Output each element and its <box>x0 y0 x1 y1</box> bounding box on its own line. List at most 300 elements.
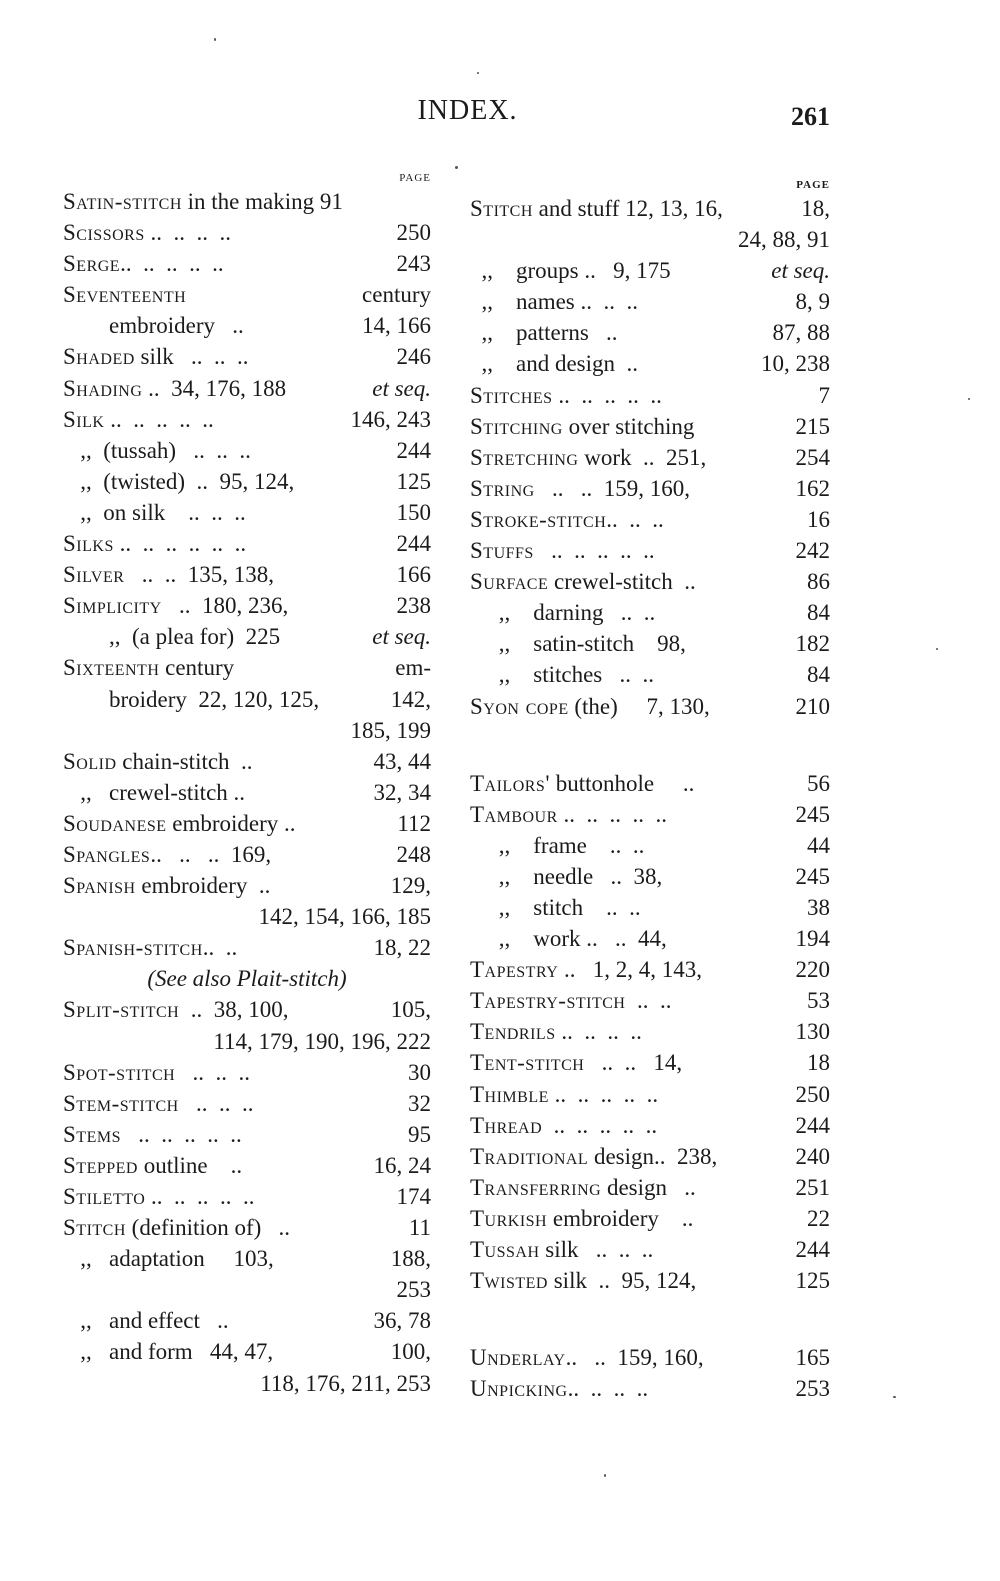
entry-text <box>63 1057 250 1088</box>
entry-heading: Twisted <box>470 1268 548 1294</box>
page-refs: 16, 24 <box>373 1152 431 1178</box>
page-refs: 30 <box>408 1059 431 1085</box>
entry-text <box>470 597 655 628</box>
entry-subtext: (the) 7, 130, <box>568 693 710 719</box>
index-entry <box>63 1243 431 1274</box>
entry-subtext: design .. <box>601 1174 696 1200</box>
page-refs: 105, <box>390 997 431 1023</box>
entry-heading: Stems <box>63 1121 121 1147</box>
entry-text <box>63 932 237 963</box>
index-entry <box>63 559 431 590</box>
entry-text <box>63 1119 242 1150</box>
entry-subtext: .. .. .. .. .. <box>120 251 224 277</box>
index-entry <box>63 1119 431 1150</box>
entry-heading: Tent-stitch <box>470 1050 585 1076</box>
spacer <box>657 1110 795 1141</box>
section-gap <box>470 722 830 768</box>
entry-text <box>470 659 654 690</box>
spacer <box>251 435 397 466</box>
index-entry <box>63 1150 431 1181</box>
entry-text <box>470 861 662 892</box>
spacer <box>319 684 391 715</box>
entry-subtext: silk .. 95, 124, <box>547 1268 697 1294</box>
page-column-label: PAGE <box>399 172 431 184</box>
index-entry <box>470 768 830 799</box>
entry-text <box>63 559 274 590</box>
page-refs: 84 <box>807 662 830 688</box>
spacer <box>343 186 431 217</box>
index-entry <box>63 621 431 652</box>
entry-heading: Stem-stitch <box>63 1090 179 1116</box>
entry-subtext: ,, names .. .. .. <box>470 289 639 315</box>
spacer <box>690 473 796 504</box>
spacer <box>274 559 397 590</box>
entry-heading: Stretching <box>470 444 579 470</box>
entry-subtext: .. .. <box>625 988 672 1014</box>
page-column-label: PAGE <box>796 179 830 191</box>
entry-heading: Stitch <box>470 196 533 221</box>
entry-text <box>470 348 638 379</box>
entry-heading: Surface <box>470 569 549 595</box>
entry-subtext: ,, and effect .. <box>63 1308 229 1334</box>
entry-text <box>63 217 231 248</box>
page-refs: 84 <box>807 600 830 626</box>
index-entry <box>63 279 431 310</box>
page-refs: 245 <box>795 801 830 827</box>
entry-subtext: .. .. .. .. .. <box>542 1112 658 1138</box>
entry-heading: Stepped <box>63 1152 138 1178</box>
entry-heading: Spanish-stitch <box>63 935 203 961</box>
entry-heading: String <box>470 475 535 501</box>
page-refs: 95 <box>408 1121 431 1147</box>
index-entry <box>470 799 830 830</box>
spacer <box>271 839 396 870</box>
page-refs: 246 <box>396 344 431 370</box>
spacer <box>655 535 796 566</box>
entry-text <box>63 1243 274 1274</box>
entry-text <box>63 186 343 217</box>
entry-text <box>470 1079 658 1110</box>
spacer <box>274 1243 391 1274</box>
entry-subtext: ,, darning .. .. <box>470 600 656 626</box>
entry-subtext: chain-stitch .. <box>116 748 253 774</box>
entry-subtext: .. .. .. <box>175 1059 250 1085</box>
spacer <box>253 746 374 777</box>
page-refs: 56 <box>807 770 830 796</box>
index-entry <box>470 193 830 224</box>
spacer <box>224 248 397 279</box>
index-entry <box>470 1141 830 1172</box>
entry-subtext: ,, (tussah) .. .. .. <box>63 437 251 463</box>
entry-text <box>63 341 249 372</box>
index-entry <box>470 255 830 286</box>
entry-heading: Tailors' <box>470 770 550 796</box>
spacer <box>294 466 396 497</box>
entry-subtext: ,, and form 44, 47, <box>63 1339 274 1365</box>
page-refs: 166 <box>396 562 431 588</box>
entry-heading: Thimble <box>470 1081 549 1107</box>
entry-subtext: and stuff 12, 13, 16, <box>532 196 723 221</box>
entry-text <box>470 1203 693 1234</box>
entry-subtext: .. .. .. 169, <box>150 841 272 867</box>
spacer <box>662 380 819 411</box>
page-title: INDEX. <box>417 95 518 126</box>
entry-subtext: design.. 238, <box>588 1143 718 1169</box>
spacer <box>214 404 351 435</box>
entry-text <box>63 808 296 839</box>
entry-text <box>470 255 676 286</box>
entry-subtext: crewel-stitch .. <box>548 569 696 595</box>
entry-heading: Stitching <box>470 413 563 439</box>
page-refs: 182 <box>795 631 830 657</box>
spacer <box>667 923 796 954</box>
entry-text <box>470 1373 648 1404</box>
entry-heading: Split-stitch <box>63 997 180 1023</box>
entry-text <box>470 1016 642 1047</box>
entry-heading: Serge <box>63 251 121 277</box>
spacer <box>288 590 396 621</box>
spacer <box>229 1305 374 1336</box>
page-refs: century <box>362 282 431 308</box>
page-refs: 253 <box>396 1277 431 1303</box>
index-entry <box>63 528 431 559</box>
index-entry <box>63 404 431 435</box>
index-entry <box>63 870 431 901</box>
page-refs: 14, 166 <box>362 313 431 339</box>
entry-heading: Underlay <box>470 1345 566 1371</box>
page-refs: 32, 34 <box>373 779 431 805</box>
spacer <box>702 954 795 985</box>
index-entry <box>63 1181 431 1212</box>
entry-subtext: silk .. .. .. <box>134 344 249 370</box>
index-entry <box>470 1234 830 1265</box>
page-refs: 142, <box>390 686 431 712</box>
entry-text <box>63 994 288 1025</box>
spacer <box>638 286 795 317</box>
page-refs: 254 <box>795 444 830 470</box>
page-refs: 10, 238 <box>761 351 830 377</box>
entry-text <box>63 777 245 808</box>
scan-speck <box>455 166 458 169</box>
page-refs: 36, 78 <box>373 1308 431 1334</box>
entry-subtext: ,, needle .. 38, <box>470 863 663 889</box>
index-entry <box>470 380 830 411</box>
spacer <box>253 1088 408 1119</box>
page-refs: 130 <box>795 1019 830 1045</box>
spacer <box>664 504 807 535</box>
entry-subtext: .. .. .. .. .. <box>552 382 662 408</box>
index-entry <box>470 411 830 442</box>
spacer <box>658 1079 795 1110</box>
index-entry <box>63 652 431 683</box>
spacer <box>696 1172 796 1203</box>
entry-subtext: .. .. .. .. .. <box>533 538 655 564</box>
page-refs: 22 <box>807 1205 830 1231</box>
index-entry <box>63 901 431 932</box>
spacer <box>290 1212 409 1243</box>
entry-subtext: ,, stitch .. .. <box>470 894 641 920</box>
page-refs: et seq. <box>372 375 431 401</box>
entry-subtext: ,, work .. .. 44, <box>470 926 667 952</box>
entry-heading: Simplicity <box>63 593 162 619</box>
page-refs: 125 <box>795 1268 830 1294</box>
entry-heading: Tussah <box>470 1237 540 1262</box>
page-refs: 87, 88 <box>772 320 830 346</box>
spacer <box>286 621 372 652</box>
page-refs: 18 <box>807 1050 830 1076</box>
page-refs: 18, <box>801 196 830 221</box>
page-refs: 100, <box>390 1339 431 1365</box>
index-entry <box>63 932 431 963</box>
index-entry <box>470 691 830 722</box>
page-refs: et seq. <box>771 258 830 284</box>
entry-heading: Stroke-stitch <box>470 506 607 532</box>
index-entry <box>63 1026 431 1057</box>
index-entry <box>470 892 830 923</box>
entry-subtext: ,, on silk .. .. .. <box>63 499 246 525</box>
index-entry <box>470 1373 830 1404</box>
entry-text <box>470 892 641 923</box>
page-refs: 243 <box>396 251 431 277</box>
spacer <box>642 1016 796 1047</box>
index-entry <box>470 286 830 317</box>
scan-speck <box>936 648 938 650</box>
page-refs: 210 <box>795 693 830 719</box>
entry-subtext: .. 34, 176, 188 <box>142 375 292 401</box>
index-entry <box>470 1110 830 1141</box>
entry-text <box>470 830 644 861</box>
entry-heading: Stitches <box>470 382 553 408</box>
page-number: 261 <box>791 102 830 131</box>
entry-text <box>470 535 655 566</box>
entry-heading: Stitch <box>63 1215 126 1241</box>
spacer <box>245 777 373 808</box>
spacer <box>638 348 761 379</box>
page-refs: 53 <box>807 988 830 1014</box>
entry-subtext: .. .. 14, <box>584 1050 683 1076</box>
page-refs: 146, 243 <box>350 406 431 432</box>
page-refs: 244 <box>795 1112 830 1138</box>
entry-subtext: .. .. .. <box>606 506 664 532</box>
spacer <box>694 411 795 442</box>
page-refs: 185, 199 <box>350 717 431 743</box>
entry-text <box>63 528 246 559</box>
entry-subtext: ,, frame .. .. <box>470 832 645 858</box>
entry-subtext: buttonhole .. <box>549 770 695 796</box>
entry-subtext: ,, adaptation 103, <box>63 1246 274 1272</box>
page-refs: 253 <box>795 1376 830 1402</box>
entry-heading: Silver <box>63 562 125 588</box>
index-entry <box>63 1057 431 1088</box>
entry-subtext: .. .. .. .. .. .. <box>113 531 247 557</box>
entry-heading: Unpicking <box>470 1376 568 1402</box>
spacer <box>654 659 807 690</box>
page-refs: 7 <box>818 382 830 408</box>
index-entry <box>63 435 431 466</box>
spacer <box>273 1336 391 1367</box>
entry-subtext: century <box>159 655 235 681</box>
page-refs: 16 <box>807 506 830 532</box>
spacer <box>644 830 807 861</box>
page-refs: 162 <box>795 475 830 501</box>
page-refs: 11 <box>408 1215 431 1241</box>
index-entry <box>63 497 431 528</box>
index-entry <box>63 994 431 1025</box>
entry-subtext: embroidery .. <box>166 810 296 836</box>
entry-heading: Solid <box>63 748 117 774</box>
page-refs: 248 <box>396 841 431 867</box>
index-entry <box>470 628 830 659</box>
index-entry <box>63 310 431 341</box>
entry-subtext: .. .. .. <box>178 1090 254 1116</box>
page-refs: 112 <box>397 810 431 836</box>
entry-text <box>470 954 702 985</box>
entry-text <box>470 768 694 799</box>
entry-subtext: .. .. .. .. .. <box>548 1081 659 1107</box>
page-refs: 250 <box>396 220 431 246</box>
entry-subtext: .. .. <box>202 935 238 961</box>
page-refs: 244 <box>396 531 431 557</box>
page-refs: 244 <box>396 437 431 463</box>
index-entry <box>470 1016 830 1047</box>
entry-heading: Syon cope <box>470 693 569 719</box>
entry-subtext: ,, patterns .. <box>470 320 618 346</box>
spacer <box>186 279 362 310</box>
entry-heading: Spot-stitch <box>63 1059 176 1085</box>
index-entry <box>470 348 830 379</box>
entry-heading: Tapestry-stitch <box>470 988 626 1014</box>
index-entry <box>63 808 431 839</box>
spacer <box>250 1057 408 1088</box>
spacer <box>662 861 795 892</box>
entry-subtext: ,, crewel-stitch .. <box>63 779 246 805</box>
page-refs: 114, 179, 190, 196, 222 <box>213 1028 431 1054</box>
entry-subtext: .. .. .. .. .. <box>145 1184 255 1209</box>
index-entry <box>470 224 830 255</box>
page-refs: 215 <box>795 413 830 439</box>
entry-subtext: .. .. .. .. .. <box>120 1121 242 1147</box>
entry-heading: Shaded <box>63 344 135 370</box>
spacer <box>244 310 362 341</box>
spacer <box>249 341 397 372</box>
entry-subtext: in the making 91 <box>181 189 343 214</box>
index-entry <box>63 590 431 621</box>
entry-text <box>63 652 234 683</box>
spacer <box>288 994 390 1025</box>
spacer <box>655 597 807 628</box>
page-refs: 194 <box>795 926 830 952</box>
entry-subtext: embroidery .. <box>547 1205 694 1231</box>
entry-subtext: .. 1, 2, 4, 143, <box>558 957 703 983</box>
index-entry <box>470 473 830 504</box>
index-entry <box>470 1047 830 1078</box>
index-entry <box>63 248 431 279</box>
page-refs: em- <box>395 655 431 681</box>
index-entry <box>63 466 431 497</box>
entry-heading: Sixteenth <box>63 655 160 681</box>
index-entry <box>470 504 830 535</box>
entry-text <box>63 870 270 901</box>
index-entry <box>470 1172 830 1203</box>
entry-heading: Spanish <box>63 873 136 899</box>
page-refs: 86 <box>807 569 830 595</box>
spacer <box>717 1141 795 1172</box>
spacer <box>237 932 373 963</box>
entry-text <box>63 466 294 497</box>
entry-text <box>63 1088 253 1119</box>
entry-text <box>470 504 664 535</box>
spacer <box>618 317 773 348</box>
index-entry <box>470 566 830 597</box>
index-entry <box>63 684 431 715</box>
index-entry <box>470 830 830 861</box>
entry-subtext: ,, satin-stitch 98, <box>470 631 686 657</box>
entry-heading: Stiletto <box>63 1184 146 1209</box>
page-refs: 220 <box>795 957 830 983</box>
index-entry <box>63 1305 431 1336</box>
index-entry <box>63 1088 431 1119</box>
index-entry <box>470 923 830 954</box>
spacer <box>242 1119 408 1150</box>
entry-text <box>470 985 671 1016</box>
spacer <box>667 799 795 830</box>
page-refs: 240 <box>795 1143 830 1169</box>
entry-text <box>470 1234 653 1265</box>
entry-subtext: .. .. .. .. <box>555 1019 642 1045</box>
entry-text <box>470 1110 657 1141</box>
spacer <box>231 217 397 248</box>
entry-subtext: .. .. 159, 160, <box>534 475 690 501</box>
entry-text <box>147 966 346 991</box>
entry-text <box>63 590 288 621</box>
entry-text <box>470 1342 704 1373</box>
spacer <box>704 1342 796 1373</box>
entry-heading: Thread <box>470 1112 543 1138</box>
index-entry <box>63 186 431 217</box>
entry-text <box>63 839 271 870</box>
spacer <box>676 255 771 286</box>
entry-subtext: ,, groups .. 9, 175 <box>470 258 677 284</box>
spacer <box>242 1150 373 1181</box>
entry-text <box>470 193 723 224</box>
entry-subtext: embroidery .. <box>135 873 271 899</box>
page-refs: 125 <box>396 468 431 494</box>
spacer <box>693 1203 807 1234</box>
spacer <box>234 652 395 683</box>
page-refs: 118, 176, 211, 253 <box>260 1370 431 1396</box>
page-refs: 238 <box>396 593 431 619</box>
index-entry <box>470 1079 830 1110</box>
entry-subtext: ,, and design .. <box>470 351 639 377</box>
entry-subtext: ,, (twisted) .. 95, 124, <box>63 468 295 494</box>
scan-speck <box>477 72 479 74</box>
entry-text <box>470 1172 696 1203</box>
page-refs: 38 <box>807 894 830 920</box>
index-entry <box>470 1342 830 1373</box>
index-column-left <box>63 170 431 1399</box>
index-column-right <box>470 177 830 1404</box>
page-refs: 174 <box>396 1184 431 1209</box>
entry-subtext: .. .. .. .. <box>567 1376 649 1402</box>
index-entry <box>63 777 431 808</box>
entry-subtext: .. .. 135, 138, <box>124 562 274 588</box>
spacer <box>710 691 796 722</box>
entry-heading: Turkish <box>470 1205 548 1231</box>
entry-text <box>63 373 292 404</box>
entry-text <box>63 248 224 279</box>
entry-heading: Stuffs <box>470 538 534 564</box>
entry-subtext: embroidery .. <box>63 313 244 339</box>
